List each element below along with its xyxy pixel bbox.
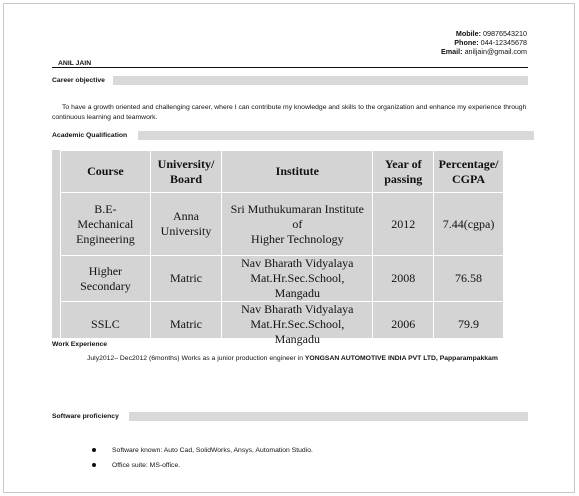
cell-text: 76.58 <box>455 271 483 285</box>
mobile-value: 09876543210 <box>483 29 527 38</box>
cell-year <box>373 302 434 348</box>
cell-text: Anna University <box>160 209 212 238</box>
cell-year <box>373 193 434 256</box>
section-software-proficiency <box>52 412 528 421</box>
list-item <box>92 443 313 458</box>
section-title: Career objective <box>52 77 105 84</box>
table-row <box>61 193 504 256</box>
mobile-line: Mobile: 09876543210 <box>455 29 527 38</box>
header-text: Institute <box>275 164 319 178</box>
cell-institute <box>222 256 373 302</box>
section-title: Academic Qualification <box>52 132 128 139</box>
cell-text: 2006 <box>391 317 416 331</box>
qualification-table <box>60 150 504 348</box>
cell-percentage <box>434 256 504 302</box>
cell-text: 7.44(cgpa) <box>442 216 495 231</box>
cell-text: Nav Bharath Vidyalaya Mat.Hr.Sec.School, Mangadu <box>241 302 354 346</box>
header-university <box>150 151 221 193</box>
cell-institute <box>222 193 373 256</box>
list-item <box>92 458 313 473</box>
cell-text: 79.9 <box>458 317 480 331</box>
cell-percentage <box>434 193 504 256</box>
software-list <box>92 443 313 473</box>
header-text: Percentage/ CGPA <box>438 156 499 186</box>
cell-institute <box>222 302 373 348</box>
section-bar <box>113 76 528 85</box>
header-year <box>373 151 434 193</box>
section-work-experience <box>52 340 172 349</box>
cell-text: Nav Bharath Vidyalaya Mat.Hr.Sec.School, Mangadu <box>241 256 354 300</box>
cell-year <box>373 256 434 302</box>
section-academic-qualification <box>52 131 534 140</box>
bullet-icon <box>92 448 96 452</box>
list-item-text: Software known: Auto Cad, SolidWorks, Ansys, Automation Studio. <box>112 447 313 454</box>
header-course <box>61 151 151 193</box>
name-divider <box>52 67 528 68</box>
email-value: aniljain@gmail.com <box>464 47 527 56</box>
table-row <box>61 256 504 302</box>
candidate-name: ANIL JAIN <box>58 60 92 67</box>
section-title: Software proficiency <box>52 413 119 420</box>
cell-text: 2008 <box>391 271 416 285</box>
cell-text: Matric <box>170 317 202 331</box>
section-bar <box>138 131 534 140</box>
cell-percentage <box>434 302 504 348</box>
header-text: Course <box>87 164 124 178</box>
cell-text: Matric <box>170 271 202 285</box>
work-experience-text <box>52 354 528 364</box>
cell-text: B.E- Mechanical Engineering <box>76 201 135 246</box>
contact-block <box>441 29 527 56</box>
company-name: YONGSAN AUTOMOTIVE INDIA PVT LTD, Papparampakkam <box>304 355 498 362</box>
phone-line: Phone: 044-12345678 <box>454 38 527 47</box>
cell-course <box>61 193 151 256</box>
header-percentage <box>434 151 504 193</box>
cell-course <box>61 256 151 302</box>
table-header-row <box>61 151 504 193</box>
phone-value: 044-12345678 <box>480 38 527 47</box>
cell-text: Higher Secondary <box>80 263 131 293</box>
email-line: Email: aniljain@gmail.com <box>440 47 527 56</box>
header-institute <box>222 151 373 193</box>
list-item-text: Office suite: MS-office. <box>112 462 181 469</box>
header-text: Year of passing <box>384 156 423 186</box>
cell-text: Sri Muthukumaran Institute of Higher Technology <box>230 201 364 246</box>
section-bar <box>129 412 528 421</box>
header-text: University/ Board <box>157 156 215 186</box>
cell-university <box>150 256 221 302</box>
career-objective-text: To have a growth oriented and challenging career, where I can contribute my knowledge and skills to the organization and enhance my experience through continuous learning and teamwork. <box>52 104 527 121</box>
cell-text: SSLC <box>91 317 120 331</box>
section-career-objective <box>52 76 528 85</box>
work-description: July2012– Dec2012 (6months) Works as a junior production engineer in <box>87 355 303 362</box>
section-title: Work Experience <box>52 341 108 348</box>
cell-university <box>150 193 221 256</box>
bullet-icon <box>92 463 96 467</box>
cell-text: 2012 <box>391 216 416 231</box>
